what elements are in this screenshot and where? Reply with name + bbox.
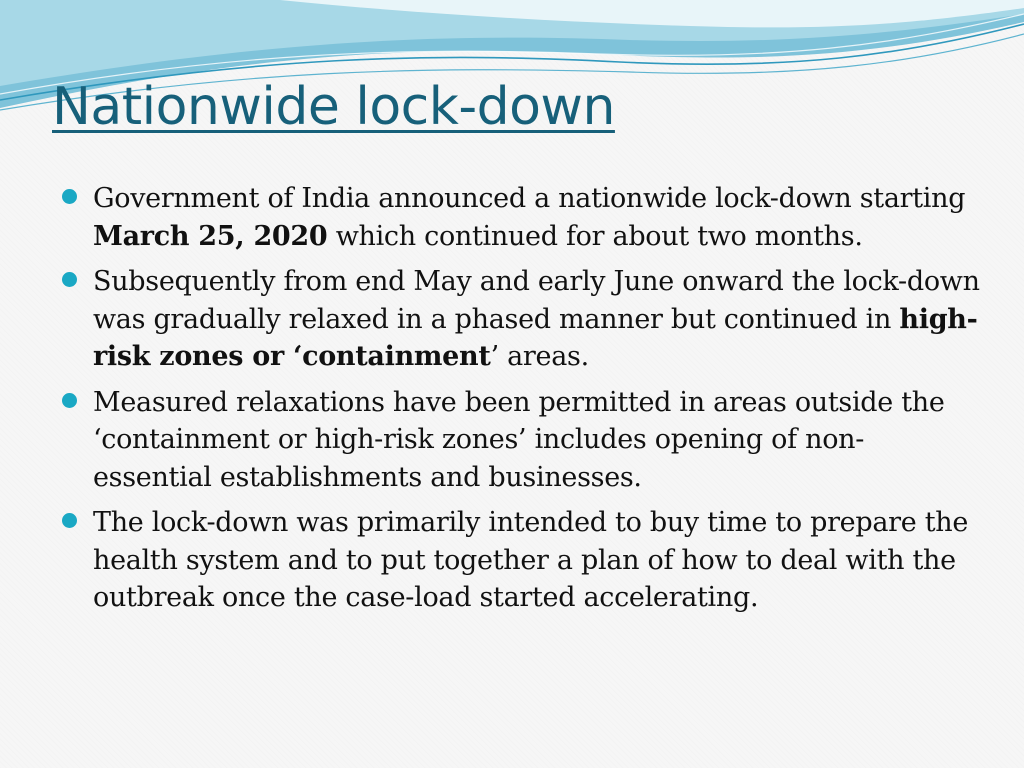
bullet-text-segment: which continued for about two months. bbox=[327, 220, 863, 252]
bullet-bold-segment: high-risk zones or ‘containment bbox=[93, 303, 978, 372]
bullet-text-segment: The lock-down was primarily intended to buy time to prepare the health system and to put together a plan of how to deal with the outbreak once the case-load started accelerating. bbox=[93, 507, 969, 613]
bullet-bold-segment: March 25, 2020 bbox=[93, 220, 328, 252]
bullet-text bbox=[93, 266, 980, 372]
bullet-list bbox=[62, 180, 982, 625]
bullet-text bbox=[93, 387, 945, 493]
bullet-item bbox=[62, 180, 982, 255]
bullet-item bbox=[62, 504, 982, 617]
bullet-dot-icon bbox=[62, 189, 77, 204]
bullet-dot-icon bbox=[62, 272, 77, 287]
bullet-item bbox=[62, 384, 982, 497]
bullet-text bbox=[93, 183, 965, 252]
slide-title: Nationwide lock-down bbox=[52, 77, 615, 137]
bullet-text bbox=[93, 507, 968, 613]
bullet-dot-icon bbox=[62, 393, 77, 408]
bullet-dot-icon bbox=[62, 513, 77, 528]
bullet-text-segment: Government of India announced a nationwide lock-down starting bbox=[93, 183, 966, 214]
bullet-text-segment: Measured relaxations have been permitted in areas outside the ‘containment or high-risk zones’ includes opening of non-essential establishments and businesses. bbox=[93, 386, 945, 493]
bullet-text-segment: Subsequently from end May and early June onward the lock-down was gradually relaxed in a phased manner but continued in bbox=[93, 266, 980, 335]
bullet-item bbox=[62, 263, 982, 376]
bullet-text-segment: ’ areas. bbox=[490, 341, 589, 372]
